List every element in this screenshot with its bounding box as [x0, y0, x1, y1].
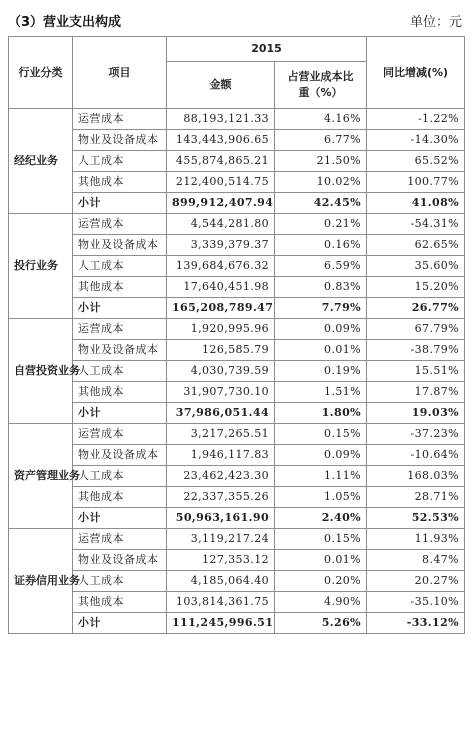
item-cell: 小计	[73, 403, 167, 424]
share-cell: 7.79%	[275, 298, 367, 319]
table-row	[9, 172, 465, 193]
amount-cell: 37,986,051.44	[167, 403, 275, 424]
yoy-cell: 19.03%	[367, 403, 465, 424]
yoy-cell: 28.71%	[367, 487, 465, 508]
share-cell: 0.16%	[275, 235, 367, 256]
share-cell: 6.59%	[275, 256, 367, 277]
category-cell: 资产管理业务	[9, 424, 73, 529]
share-cell: 0.15%	[275, 424, 367, 445]
amount-cell: 1,920,995.96	[167, 319, 275, 340]
item-cell: 人工成本	[73, 571, 167, 592]
item-cell: 其他成本	[73, 487, 167, 508]
table-row	[9, 235, 465, 256]
share-cell: 4.90%	[275, 592, 367, 613]
item-cell: 运营成本	[73, 319, 167, 340]
table-row	[9, 424, 465, 445]
item-cell: 其他成本	[73, 277, 167, 298]
table-header	[9, 37, 465, 109]
expense-table	[8, 36, 465, 634]
amount-cell: 3,217,265.51	[167, 424, 275, 445]
amount-cell: 127,353.12	[167, 550, 275, 571]
item-cell: 其他成本	[73, 382, 167, 403]
yoy-cell: 67.79%	[367, 319, 465, 340]
amount-cell: 111,245,996.51	[167, 613, 275, 634]
amount-cell: 3,339,379.37	[167, 235, 275, 256]
subtotal-row	[9, 613, 465, 634]
share-cell: 0.21%	[275, 214, 367, 235]
amount-cell: 126,585.79	[167, 340, 275, 361]
document-header	[8, 6, 464, 34]
share-cell: 1.80%	[275, 403, 367, 424]
yoy-cell: -38.79%	[367, 340, 465, 361]
yoy-cell: 20.27%	[367, 571, 465, 592]
item-cell: 物业及设备成本	[73, 550, 167, 571]
unit-label: 单位：元	[409, 15, 462, 30]
header-share	[275, 62, 367, 109]
table-row	[9, 109, 465, 130]
yoy-cell: -14.30%	[367, 130, 465, 151]
category-cell: 经纪业务	[9, 109, 73, 214]
header-year: 2015	[167, 37, 367, 62]
yoy-cell: -10.64%	[367, 445, 465, 466]
item-cell: 小计	[73, 508, 167, 529]
yoy-cell: 15.51%	[367, 361, 465, 382]
amount-cell: 1,946,117.83	[167, 445, 275, 466]
header-category: 行业分类	[9, 37, 73, 109]
share-cell: 1.51%	[275, 382, 367, 403]
table-row	[9, 319, 465, 340]
yoy-cell: 15.20%	[367, 277, 465, 298]
yoy-cell: 8.47%	[367, 550, 465, 571]
share-cell: 0.83%	[275, 277, 367, 298]
yoy-cell: 26.77%	[367, 298, 465, 319]
table-row	[9, 151, 465, 172]
amount-cell: 3,119,217.24	[167, 529, 275, 550]
header-share-line2: 重（%）	[298, 86, 343, 99]
item-cell: 小计	[73, 613, 167, 634]
share-cell: 0.01%	[275, 340, 367, 361]
share-cell: 42.45%	[275, 193, 367, 214]
share-cell: 5.26%	[275, 613, 367, 634]
table-row	[9, 487, 465, 508]
item-cell: 物业及设备成本	[73, 445, 167, 466]
category-cell: 投行业务	[9, 214, 73, 319]
amount-cell: 17,640,451.98	[167, 277, 275, 298]
table-row	[9, 130, 465, 151]
yoy-cell: 65.52%	[367, 151, 465, 172]
table-row	[9, 529, 465, 550]
yoy-cell: 52.53%	[367, 508, 465, 529]
share-cell: 0.01%	[275, 550, 367, 571]
share-cell: 1.05%	[275, 487, 367, 508]
table-row	[9, 382, 465, 403]
item-cell: 物业及设备成本	[73, 130, 167, 151]
amount-cell: 899,912,407.94	[167, 193, 275, 214]
yoy-cell: 35.60%	[367, 256, 465, 277]
share-cell: 0.15%	[275, 529, 367, 550]
header-item: 项目	[73, 37, 167, 109]
share-cell: 10.02%	[275, 172, 367, 193]
table-row	[9, 277, 465, 298]
share-cell: 6.77%	[275, 130, 367, 151]
amount-cell: 31,907,730.10	[167, 382, 275, 403]
yoy-cell: -33.12%	[367, 613, 465, 634]
amount-cell: 455,874,865.21	[167, 151, 275, 172]
amount-cell: 22,337,355.26	[167, 487, 275, 508]
share-cell: 0.19%	[275, 361, 367, 382]
amount-cell: 4,544,281.80	[167, 214, 275, 235]
table-row	[9, 340, 465, 361]
section-title: （3）营业支出构成	[8, 15, 122, 30]
yoy-cell: -54.31%	[367, 214, 465, 235]
amount-cell: 212,400,514.75	[167, 172, 275, 193]
item-cell: 运营成本	[73, 424, 167, 445]
header-yoy: 同比增减(%)	[367, 37, 465, 109]
amount-cell: 165,208,789.47	[167, 298, 275, 319]
share-cell: 0.09%	[275, 445, 367, 466]
item-cell: 物业及设备成本	[73, 235, 167, 256]
yoy-cell: -35.10%	[367, 592, 465, 613]
amount-cell: 50,963,161.90	[167, 508, 275, 529]
item-cell: 物业及设备成本	[73, 340, 167, 361]
item-cell: 人工成本	[73, 151, 167, 172]
item-cell: 人工成本	[73, 466, 167, 487]
item-cell: 小计	[73, 193, 167, 214]
amount-cell: 23,462,423.30	[167, 466, 275, 487]
subtotal-row	[9, 298, 465, 319]
amount-cell: 88,193,121.33	[167, 109, 275, 130]
item-cell: 运营成本	[73, 214, 167, 235]
amount-cell: 4,185,064.40	[167, 571, 275, 592]
item-cell: 运营成本	[73, 529, 167, 550]
yoy-cell: 100.77%	[367, 172, 465, 193]
item-cell: 其他成本	[73, 592, 167, 613]
table-row	[9, 592, 465, 613]
table-row	[9, 445, 465, 466]
table-row	[9, 256, 465, 277]
category-cell: 自营投资业务	[9, 319, 73, 424]
item-cell: 人工成本	[73, 361, 167, 382]
share-cell: 2.40%	[275, 508, 367, 529]
table-row	[9, 214, 465, 235]
amount-cell: 4,030,739.59	[167, 361, 275, 382]
yoy-cell: -1.22%	[367, 109, 465, 130]
item-cell: 人工成本	[73, 256, 167, 277]
share-cell: 1.11%	[275, 466, 367, 487]
yoy-cell: 17.87%	[367, 382, 465, 403]
header-amount: 金额	[167, 62, 275, 109]
share-cell: 0.09%	[275, 319, 367, 340]
item-cell: 运营成本	[73, 109, 167, 130]
amount-cell: 143,443,906.65	[167, 130, 275, 151]
category-cell: 证券信用业务	[9, 529, 73, 634]
table-row	[9, 550, 465, 571]
yoy-cell: 168.03%	[367, 466, 465, 487]
amount-cell: 139,684,676.32	[167, 256, 275, 277]
item-cell: 其他成本	[73, 172, 167, 193]
share-cell: 0.20%	[275, 571, 367, 592]
item-cell: 小计	[73, 298, 167, 319]
share-cell: 21.50%	[275, 151, 367, 172]
subtotal-row	[9, 508, 465, 529]
yoy-cell: 11.93%	[367, 529, 465, 550]
share-cell: 4.16%	[275, 109, 367, 130]
yoy-cell: -37.23%	[367, 424, 465, 445]
subtotal-row	[9, 193, 465, 214]
table-body	[9, 109, 465, 634]
yoy-cell: 62.65%	[367, 235, 465, 256]
amount-cell: 103,814,361.75	[167, 592, 275, 613]
header-share-line1: 占营业成本比	[287, 70, 354, 83]
subtotal-row	[9, 403, 465, 424]
yoy-cell: 41.08%	[367, 193, 465, 214]
